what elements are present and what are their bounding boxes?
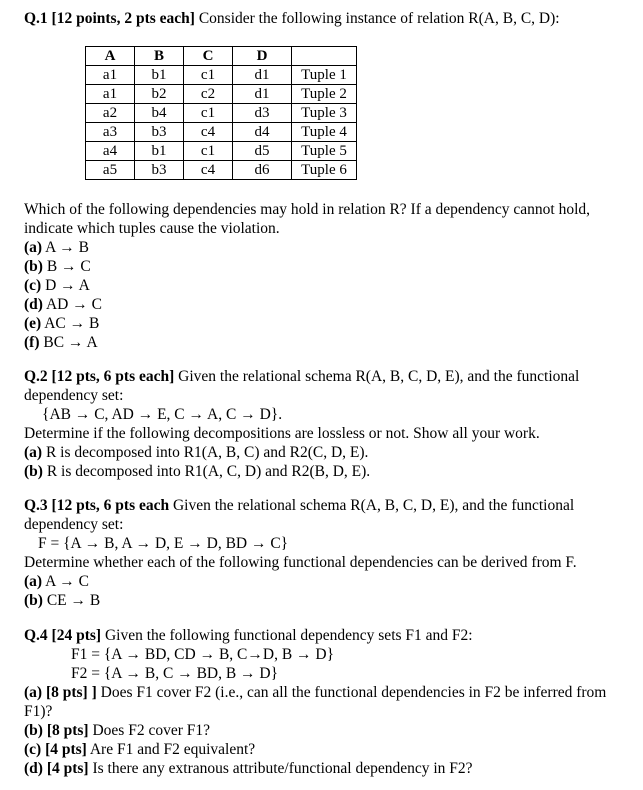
q3-instruction: Determine whether each of the following functional dependencies can be derived from F. (24, 554, 577, 571)
option-label: (f) (24, 334, 40, 351)
table-cell: c1 (184, 104, 233, 123)
tuple-label-cell: Tuple 1 (292, 66, 357, 85)
header-c: C (184, 47, 233, 66)
header-d: D (233, 47, 292, 66)
table-cell: c4 (184, 161, 233, 180)
q4-part-d (24, 759, 473, 778)
option-text: A → B (42, 239, 90, 256)
q1-question-line1: Which of the following dependencies may hold in relation R? If a dependency cannot hold, (24, 201, 590, 218)
part-text: Does F2 cover F1? (88, 722, 210, 739)
header-a: A (86, 47, 135, 66)
table-cell: d1 (233, 85, 292, 104)
table-cell: b4 (135, 104, 184, 123)
part-text: Are F1 and F2 equivalent? (86, 741, 256, 758)
q3-title-bold: Q.3 [12 pts, 6 pts each (24, 497, 170, 514)
q4-title-rest: Given the following functional dependency sets F1 and F2: (101, 627, 473, 644)
q2-title (24, 367, 579, 386)
option-text: B → C (42, 258, 91, 275)
table-cell: b2 (135, 85, 184, 104)
tuple-label-cell: Tuple 5 (292, 142, 357, 161)
part-label: (d) [4 pts] (24, 760, 89, 777)
option-text: BC → A (39, 334, 98, 351)
table-cell: a1 (86, 66, 135, 85)
relation-table (85, 46, 357, 180)
tuple-label-cell: Tuple 2 (292, 85, 357, 104)
q2-part-a (24, 443, 368, 462)
table-cell: a2 (86, 104, 135, 123)
tuple-label-cell: Tuple 3 (292, 104, 357, 123)
option-text: AC → B (41, 315, 100, 332)
table-row (86, 123, 357, 142)
table-cell: b3 (135, 161, 184, 180)
table-row (86, 142, 357, 161)
table-row (86, 66, 357, 85)
q1-option-c (24, 276, 90, 295)
q1-option-e (24, 314, 99, 333)
q1-option-a (24, 238, 89, 257)
q3-fd-set: F = {A → B, A → D, E → D, BD → C} (38, 535, 289, 552)
tuple-label-cell: Tuple 4 (292, 123, 357, 142)
part-text: Is there any extranous attribute/functional dependency in F2? (88, 760, 473, 777)
part-text: Does F1 cover F2 (i.e., can all the functional dependencies in F2 be inferred from (96, 684, 607, 701)
option-text: D → A (41, 277, 90, 294)
q1-option-f (24, 333, 98, 352)
option-text: AD → C (42, 296, 102, 313)
q1-title-rest: Consider the following instance of relation R(A, B, C, D): (194, 10, 560, 27)
q4-f2: F2 = {A → B, C → BD, B → D} (71, 665, 279, 682)
option-label: (d) (24, 296, 43, 313)
table-cell: d4 (233, 123, 292, 142)
q4-part-c (24, 740, 255, 759)
table-cell: d3 (233, 104, 292, 123)
q2-title-bold: Q.2 [12 pts, 6 pts each] (24, 368, 175, 385)
table-cell: c1 (184, 142, 233, 161)
option-label: (e) (24, 315, 42, 332)
table-cell: c2 (184, 85, 233, 104)
table-cell: d1 (233, 66, 292, 85)
table-cell: c1 (184, 66, 233, 85)
table-cell: a5 (86, 161, 135, 180)
table-cell: b1 (135, 142, 184, 161)
q2-instruction: Determine if the following decompositions are lossless or not. Show all your work. (24, 425, 540, 442)
part-text: R is decomposed into R1(A, C, D) and R2(B, D, E). (42, 463, 371, 480)
table-cell: b1 (135, 66, 184, 85)
table-cell: a4 (86, 142, 135, 161)
q3-title-rest: Given the relational schema R(A, B, C, D, E), and the functional (169, 497, 575, 514)
option-label: (c) (24, 277, 42, 294)
table-cell: d5 (233, 142, 292, 161)
table-cell: a1 (86, 85, 135, 104)
q3-line2: dependency set: (24, 516, 124, 533)
q2-fd-set: {AB → C, AD → E, C → A, C → D}. (42, 406, 283, 423)
table-cell: b3 (135, 123, 184, 142)
tuple-label-cell: Tuple 6 (292, 161, 357, 180)
header-b: B (135, 47, 184, 66)
part-label: (a) (24, 444, 43, 461)
q2-title-rest: Given the relational schema R(A, B, C, D, E), and the functional (174, 368, 580, 385)
table-row (86, 85, 357, 104)
table-row (86, 104, 357, 123)
part-text: R is decomposed into R1(A, B, C) and R2(C, D, E). (42, 444, 369, 461)
q1-option-d (24, 295, 102, 314)
q4-part-a (24, 683, 606, 702)
table-cell: d6 (233, 161, 292, 180)
table-cell: a3 (86, 123, 135, 142)
part-label: (a) (24, 573, 43, 590)
part-text: CE → B (42, 592, 101, 609)
q4-part-b (24, 721, 210, 740)
q2-part-b (24, 462, 370, 481)
part-text: A → C (42, 573, 90, 590)
q1-title-bold: Q.1 [12 points, 2 pts each] (24, 10, 195, 27)
q1-question-line2: indicate which tuples cause the violation. (24, 220, 280, 237)
table-row (86, 161, 357, 180)
part-label: (c) [4 pts] (24, 741, 87, 758)
q4-f1: F1 = {A → BD, CD → B, C→D, B → D} (71, 646, 335, 663)
option-label: (b) (24, 258, 43, 275)
q3-part-a (24, 572, 89, 591)
q3-title (24, 496, 574, 515)
option-label: (a) (24, 239, 43, 256)
q4-title (24, 626, 473, 645)
part-label: (a) [8 pts] ] (24, 684, 97, 701)
q3-part-b (24, 591, 100, 610)
relation-header-row (86, 47, 357, 66)
table-cell: c4 (184, 123, 233, 142)
part-label: (b) (24, 463, 43, 480)
q1-option-b (24, 257, 91, 276)
q1-title (24, 9, 560, 28)
q2-line2: dependency set: (24, 387, 124, 404)
q4-part-a-cont: F1)? (24, 703, 53, 720)
part-label: (b) (24, 592, 43, 609)
part-label: (b) [8 pts] (24, 722, 89, 739)
q4-title-bold: Q.4 [24 pts] (24, 627, 102, 644)
header-tuple (292, 47, 357, 66)
